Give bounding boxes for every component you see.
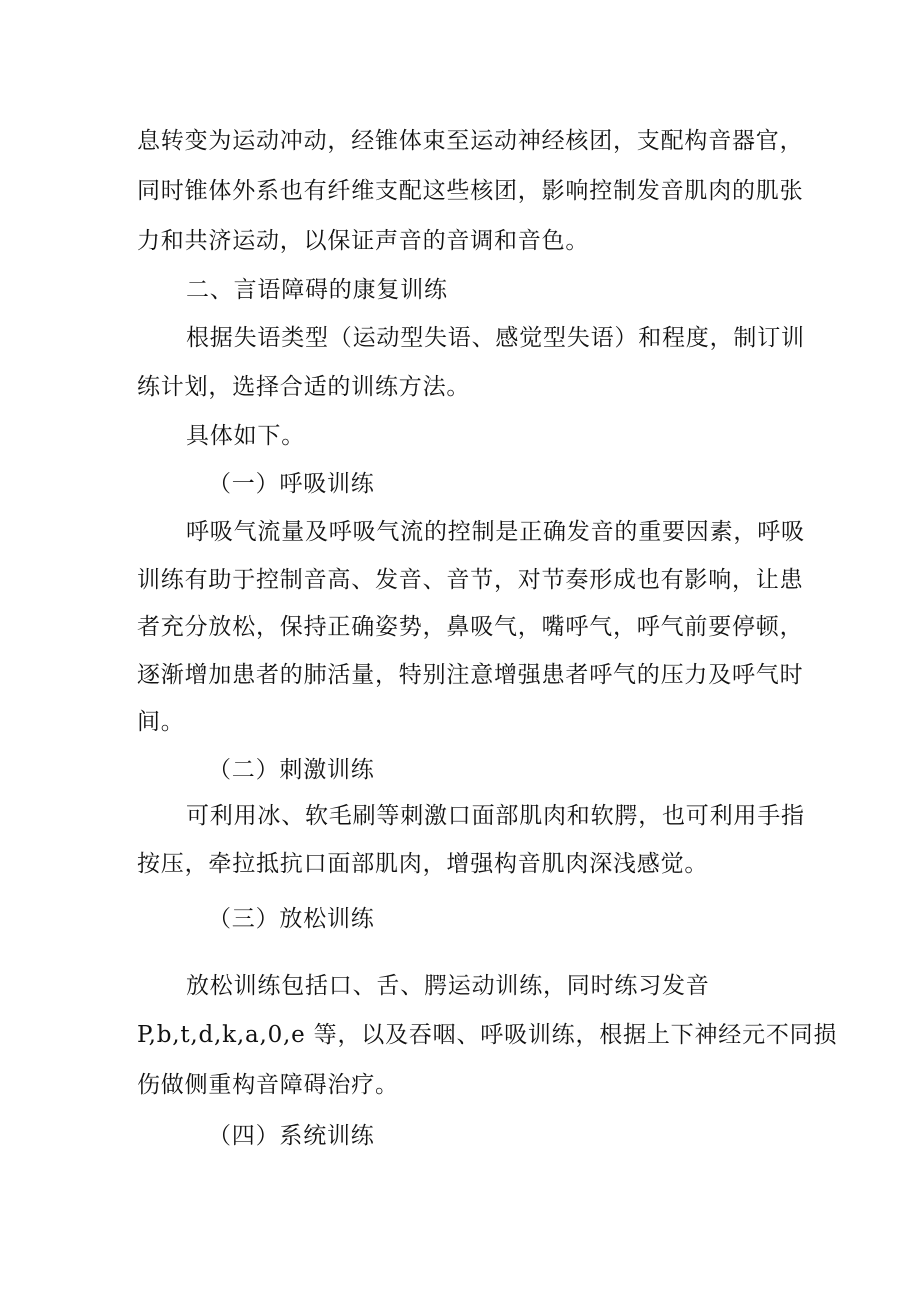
relaxation-line-2: P,b,t,d,k,a,0,e 等，以及吞咽、呼吸训练，根据上下神经元不同损: [137, 1022, 838, 1048]
system-heading: （四）系统训练: [208, 1123, 375, 1149]
breathing-heading: （一）呼吸训练: [208, 471, 375, 497]
stimulation-line-2: 按压，牵拉抵抗口面部肌肉，增强构音肌肉深浅感觉。: [137, 851, 709, 877]
stimulation-line-1: 可利用冰、软毛刷等刺激口面部肌肉和软腭，也可利用手指: [186, 803, 805, 829]
plan-line-2: 练计划，选择合适的训练方法。: [137, 374, 471, 400]
details-line: 具体如下。: [186, 423, 305, 449]
section-heading: 二、言语障碍的康复训练: [186, 277, 448, 303]
breathing-line-5: 间。: [137, 709, 185, 735]
intro-line-1: 息转变为运动冲动，经锥体束至运动神经核团，支配构音器官，: [137, 128, 804, 154]
breathing-line-2: 训练有助于控制音高、发音、音节，对节奏形成也有影响，让患: [137, 567, 804, 593]
relaxation-heading: （三）放松训练: [208, 906, 375, 932]
intro-line-3: 力和共济运动，以保证声音的音调和音色。: [137, 228, 590, 254]
breathing-line-1: 呼吸气流量及呼吸气流的控制是正确发音的重要因素，呼吸: [186, 519, 805, 545]
breathing-line-4: 逐渐增加患者的肺活量，特别注意增强患者呼气的压力及呼气时: [137, 662, 804, 688]
breathing-line-3: 者充分放松，保持正确姿势，鼻吸气，嘴呼气，呼气前要停顿，: [137, 614, 804, 640]
relaxation-line-3: 伤做侧重构音障碍治疗。: [137, 1072, 399, 1098]
relaxation-line-1: 放松训练包括口、舌、腭运动训练，同时练习发音: [186, 973, 710, 999]
plan-line-1: 根据失语类型（运动型失语、感觉型失语）和程度，制订训: [186, 325, 805, 351]
stimulation-heading: （二）刺激训练: [208, 757, 375, 783]
intro-line-2: 同时锥体外系也有纤维支配这些核团，影响控制发音肌肉的肌张: [137, 178, 804, 204]
